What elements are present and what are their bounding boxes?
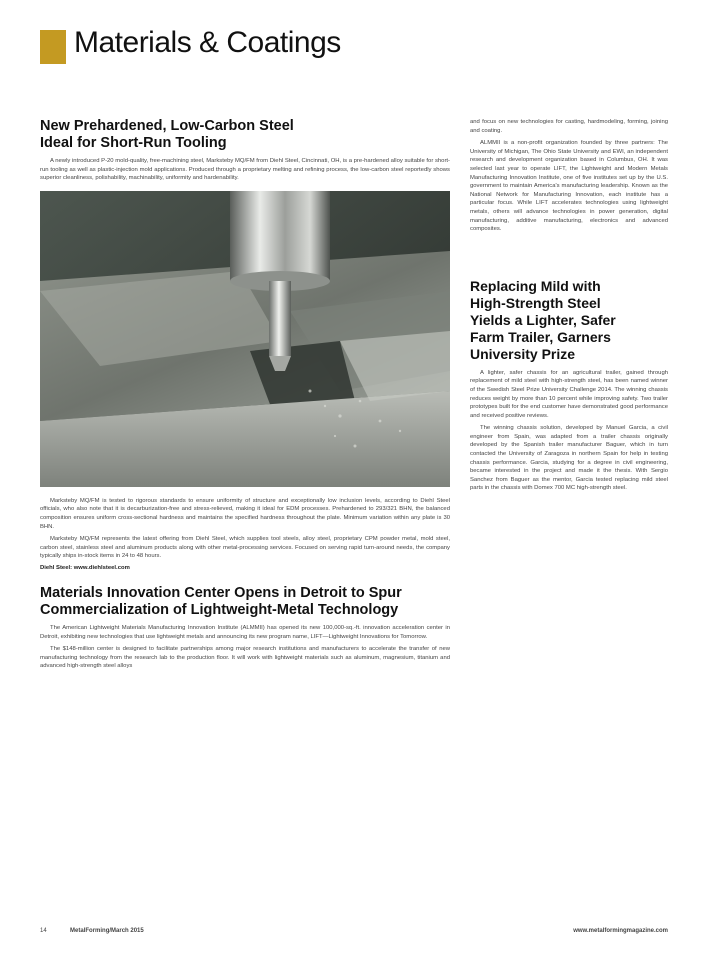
page-number: 14 xyxy=(40,928,47,934)
left-column xyxy=(40,118,450,675)
issue-label: MetalForming/March 2015 xyxy=(70,928,144,934)
footer-left xyxy=(40,928,144,934)
article1-headline xyxy=(40,118,450,152)
article3-paragraph-2: The winning chassis solution, developed by Manuel Garcia, a civil engineer from Spain, was adapted from a trailer chassis originally developed by the Spanish trailer manufacturer Baguer, which in turn contacted the University of Zaragoza in northern Spain for help in testing chassis performance. Garcia, studying for a degree in civil engineering, became interested in the project and made it the thesis. With Sergio Sanchez from Baguer as the mentor, Garcia tested replacing mild steel parts in the chassis with Domex 700 MC high-strength steel. xyxy=(470,425,668,492)
article2-headline-line2: Commercialization of Lightweight-Metal Technology xyxy=(40,601,399,618)
article3-headline xyxy=(470,278,668,363)
article1-headline-line1: New Prehardened, Low-Carbon Steel xyxy=(40,118,294,134)
article2-headline xyxy=(40,585,450,619)
section-title: Materials & Coatings xyxy=(74,26,341,59)
article3-headline-line4: Farm Trailer, Garners xyxy=(470,328,611,345)
article2-headline-line1: Materials Innovation Center Opens in Detroit to Spur xyxy=(40,584,402,601)
article1-paragraph-1: A newly introduced P-20 mold-quality, free-machining steel, Marksteby MQ/FM from Diehl Steel, Cincinnati, OH, is a pre-hardened alloy suitable for short-run tooling as well as plastic-injection mold applications. Produced through a proprietary melting and refining process, the low-carbon steel reportedly shows superior cleanliness, polishability, machinability, uniformity and hardenability. xyxy=(40,158,450,182)
article1-paragraph-3: Marksteby MQ/FM represents the latest offering from Diehl Steel, which supplies tool steels, alloy steel, proprietary CPM powder metal, mold steel, carbon steel, stainless steel and aluminum products along with other metal-processing services. Focused on serving rapid turn-around needs, the company typically ships in-stock items in 24 to 48 hours. xyxy=(40,536,450,560)
footer-website[interactable]: www.metalformingmagazine.com xyxy=(573,928,668,934)
article3-headline-line2: High-Strength Steel xyxy=(470,294,601,311)
article1-headline-line2: Ideal for Short-Run Tooling xyxy=(40,135,227,151)
article2-paragraph-1: The American Lightweight Materials Manufacturing Innovation Institute (ALMMII) has opened its new 100,000-sq.-ft. innovation acceleration center in Detroit, exhibiting new technologies that use lightweight metals and announcing its new program name, LIFT—Lightweight Innovations for Tomorrow. xyxy=(40,624,450,640)
article3-headline-line3: Yields a Lighter, Safer xyxy=(470,311,616,328)
end-mill-machining-steel-block-photo xyxy=(40,191,450,487)
article2-paragraph-3: ALMMII is a non-profit organization founded by three partners: The University of Michigan, The Ohio State University and EWI, an independent research and development organization based in Columbus, OH. It was selected last year to operate LIFT, the Lightweight and Modern Metals Manufacturing Innovation Institute, one of five institutes set up by the U.S. government to maintain America's manufacturing leadership. Known as the National Network for Manufacturing Innovation, each institute has a particular focus. While LIFT accelerates technologies using lightweight metals, others will advance technologies in power generation, digital manufacturing, additive manufacturing, electronics and advanced composites. xyxy=(470,140,668,233)
article1-paragraph-2: Marksteby MQ/FM is tested to rigorous standards to ensure uniformity of structure and exceptionally low inclusion levels, according to Diehl Steel officials, who also note that it is decarburization-free and stress-relieved, making it ideal for EDM processes. Prehardened to 293/321 BHN, the balanced composition ensures uniform cross-sectional hardness and maintains the specified hardness throughout the plate. Minimum variation within any plate is 30 BHN. xyxy=(40,497,450,530)
section-marker-bar xyxy=(40,30,66,64)
right-column xyxy=(470,118,668,497)
article3-headline-line5: University Prize xyxy=(470,345,576,362)
article3-headline-line1: Replacing Mild with xyxy=(470,277,601,294)
machining-photo xyxy=(40,191,450,487)
article2-paragraph-2: The $148-million center is designed to facilitate partnerships among major research institutions and manufacturers to accelerate the transfer of new manufacturing technology from the research lab to the production floor. It will work with lightweight materials such as aluminum, magnesium, titanium and advanced high-strength steel alloys xyxy=(40,646,450,670)
article2-continued-paragraph: and focus on new technologies for casting, hardmodeling, forming, joining and coating. xyxy=(470,119,668,134)
article1-source-credit: Diehl Steel: www.diehlsteel.com xyxy=(40,564,130,571)
article3-paragraph-1: A lighter, safer chassis for an agricultural trailer, gained through replacement of mild steel with high-strength steel, has been named winner of the Swedish Steel Prize University Challenge 2014. The winning chassis reduces weight by more than 10 percent while improving safety. Two trailer prototypes built for the end customer have demonstrated good performance and received positive reviews. xyxy=(470,369,668,419)
